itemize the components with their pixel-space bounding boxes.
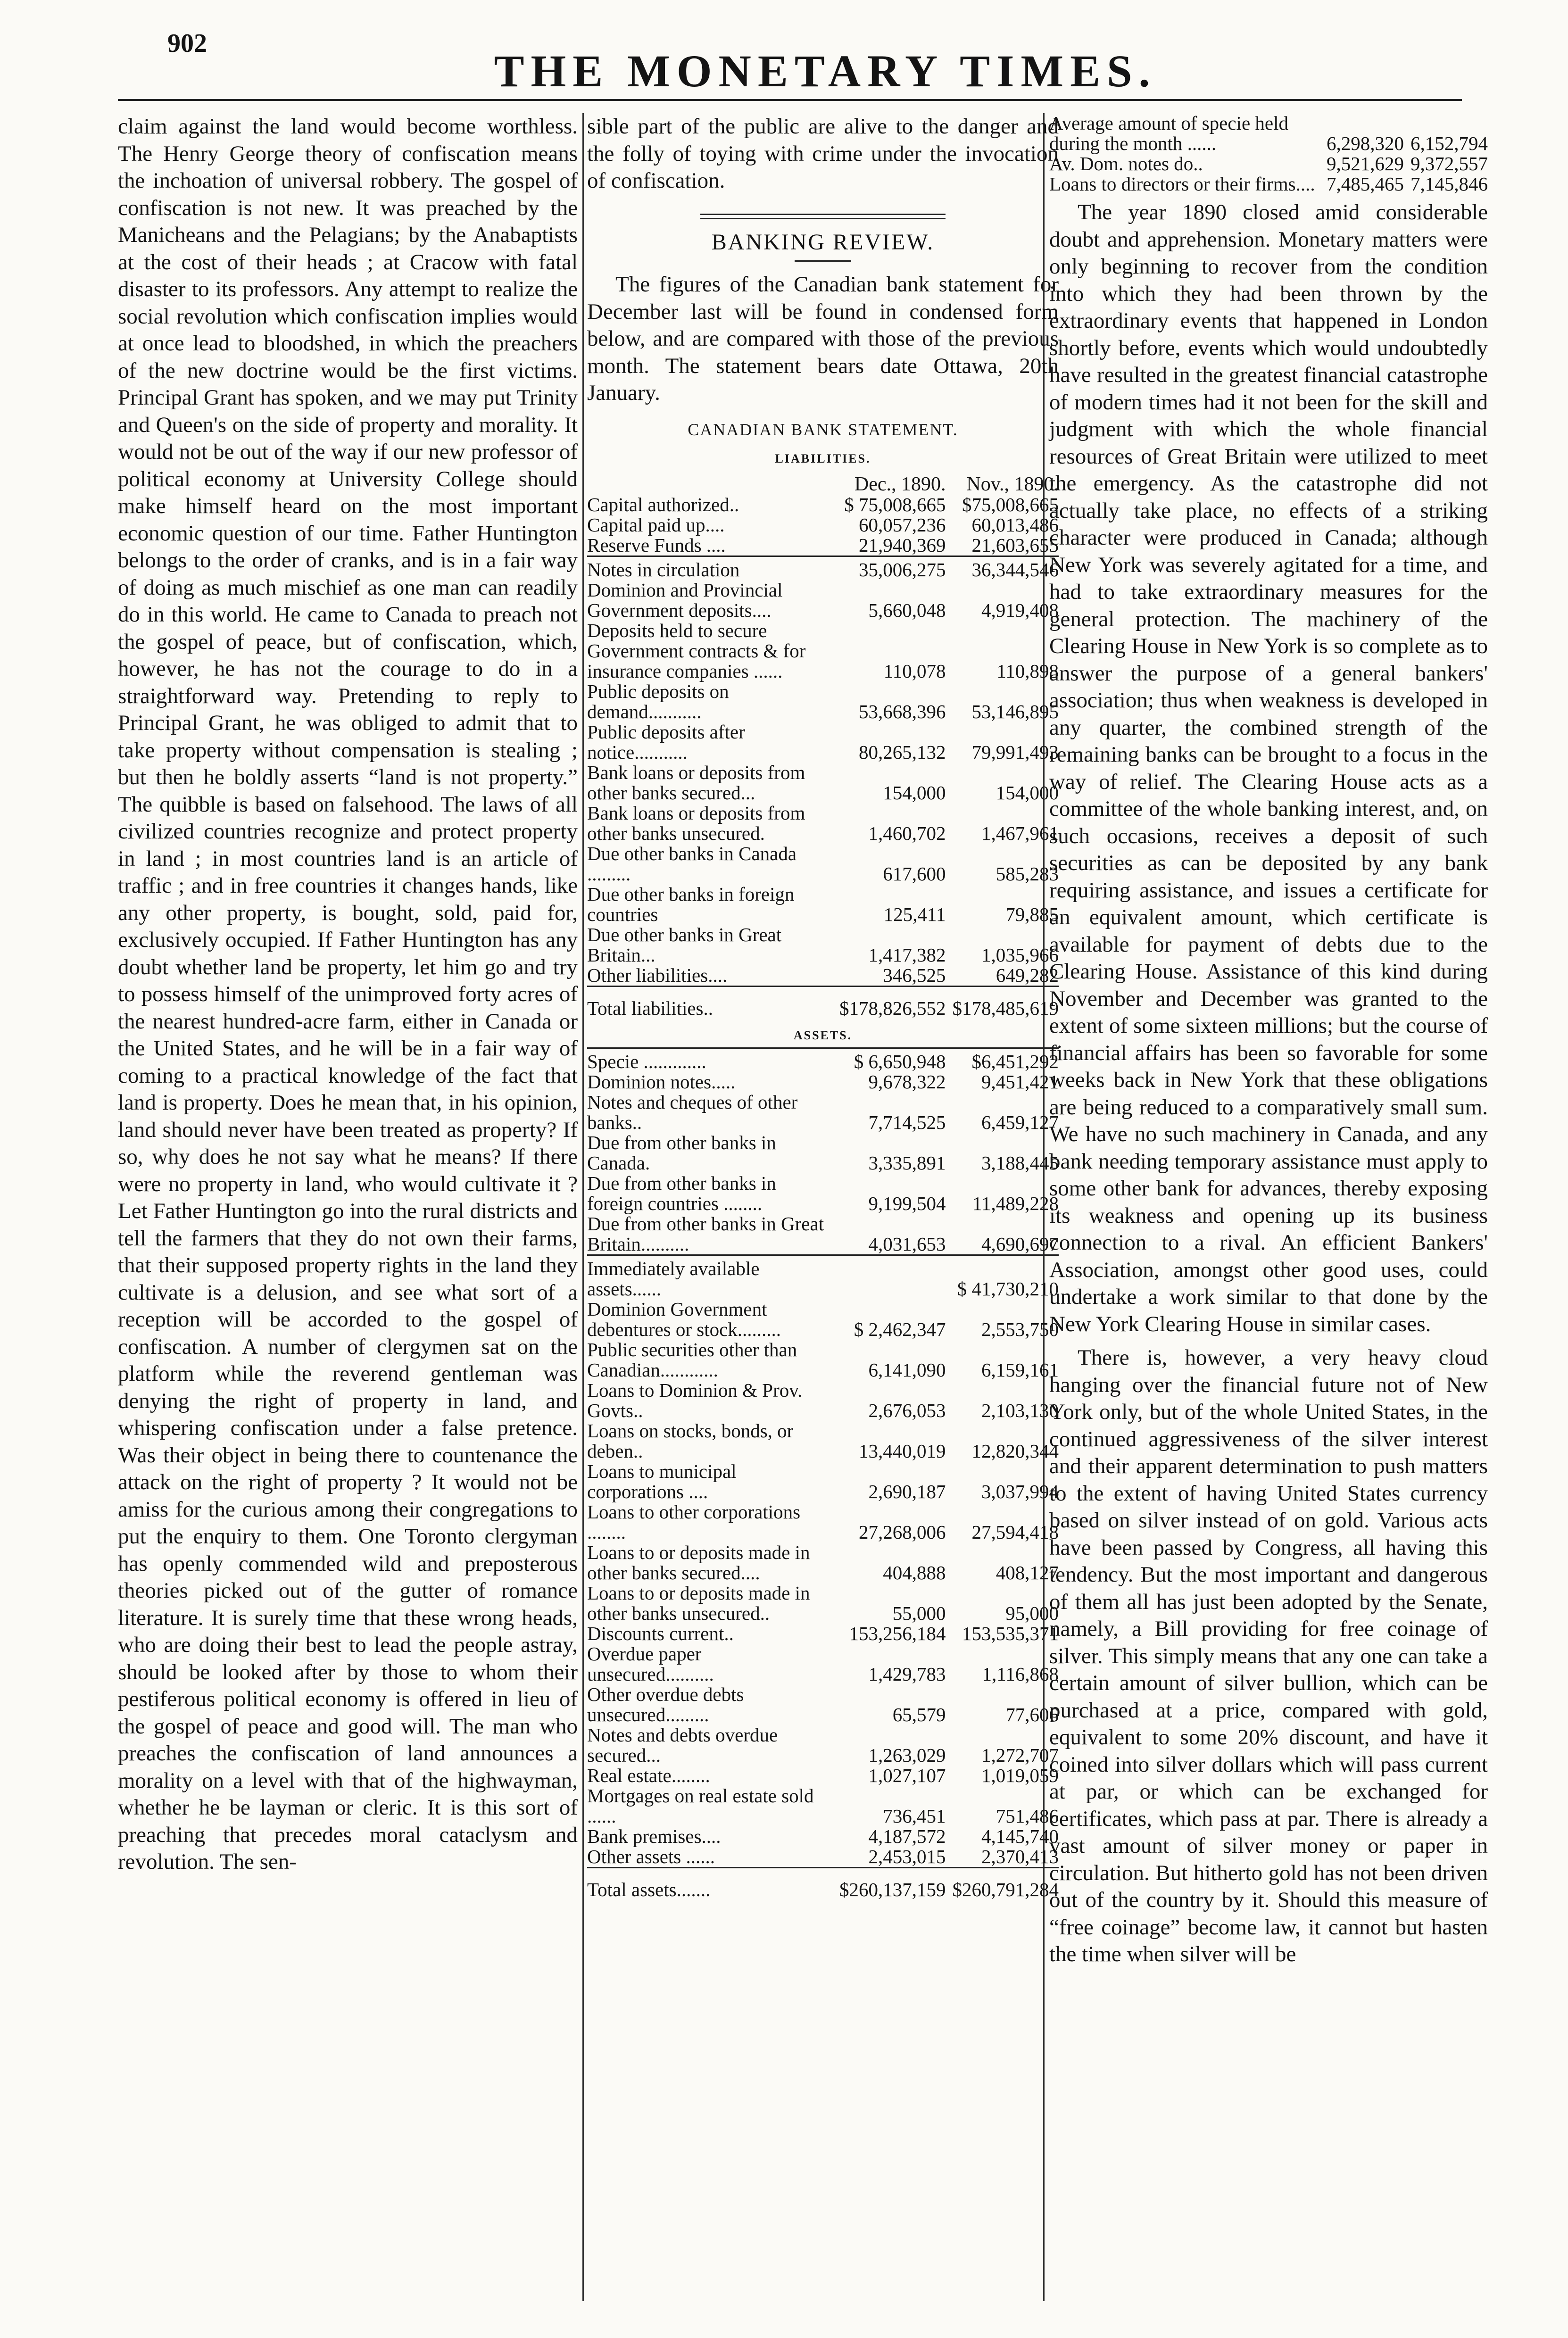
value-nov-1890: 1,116,868 <box>982 1663 1059 1685</box>
value-dec-1890: 2,676,053 <box>868 1399 946 1421</box>
value-nov-1890: 2,553,750 <box>981 1318 1059 1340</box>
total-assets-row: Total assets....... $260,137,159 $260,791,284 <box>587 1867 1059 1905</box>
row-label: Loans to Dominion & Prov. Govts.. <box>587 1379 803 1421</box>
row-label: Notes and cheques of other banks.. <box>587 1091 798 1133</box>
value-dec-1890: 1,460,702 <box>868 822 946 844</box>
row-label: Loans to municipal corporations .... <box>587 1460 737 1502</box>
liability-row <box>587 884 1059 925</box>
value-nov-1890: 6,459,127 <box>981 1111 1059 1133</box>
asset-row <box>587 1214 1059 1255</box>
value-dec-1890: 7,485,465 <box>1327 173 1404 195</box>
value-dec-1890: $ 2,462,347 <box>854 1318 946 1340</box>
value-dec-1890: 153,256,184 <box>849 1622 946 1644</box>
value-nov-1890: 9,451,421 <box>981 1070 1059 1093</box>
value-nov-1890: 79,991,493 <box>971 741 1059 763</box>
value-nov-1890: 1,467,961 <box>981 822 1059 844</box>
liability-row <box>587 925 1059 965</box>
value-dec-1890: 4,187,572 <box>868 1825 946 1847</box>
value-dec-1890: 65,579 <box>892 1703 946 1725</box>
value-dec-1890: 6,141,090 <box>868 1359 946 1381</box>
value-nov-1890: 649,282 <box>996 964 1059 986</box>
value-nov-1890: 12,820,344 <box>971 1440 1059 1462</box>
liability-row <box>587 580 1059 621</box>
row-label: Overdue paper unsecured.......... <box>587 1642 714 1685</box>
value-dec-1890: 35,006,275 <box>833 556 946 580</box>
row-label: Discounts current.. <box>587 1622 734 1644</box>
table-header-row <box>587 474 1059 495</box>
value-nov-1890: 4,145,740 <box>981 1825 1059 1847</box>
liabilities-label: LIABILITIES. <box>775 452 871 465</box>
value-nov-1890: 9,372,557 <box>1410 153 1488 174</box>
asset-row <box>587 1502 1059 1542</box>
value-nov-1890: 36,344,546 <box>946 556 1059 580</box>
liability-row <box>587 722 1059 763</box>
value-nov-1890: 60,013,486 <box>971 514 1059 536</box>
assets-label: ASSETS. <box>793 1028 853 1042</box>
row-label: Deposits held to secure Government contracts & for insurance companies ...... <box>587 619 806 682</box>
banking-review-intro: The figures of the Canadian bank statement for December last will be found in condensed form below, and are compared with those of the previous month. The statement bears date Ottawa, 20th January. <box>587 272 1059 405</box>
asset-row <box>587 1421 1059 1461</box>
row-label: Public deposits after notice........... <box>587 721 745 763</box>
value-nov-1890: 53,146,895 <box>971 700 1059 722</box>
value-nov-1890: 77,606 <box>1005 1703 1059 1725</box>
value-nov-1890: 3,037,994 <box>981 1480 1059 1502</box>
value-nov-1890: 27,594,418 <box>971 1521 1059 1543</box>
value-nov-1890: 2,370,413 <box>981 1845 1059 1867</box>
asset-row <box>587 1299 1059 1340</box>
column-left <box>118 113 578 1876</box>
specie-table <box>1049 113 1488 194</box>
value-dec-1890: 1,027,107 <box>868 1764 946 1786</box>
value-dec-1890: $ 6,650,948 <box>833 1048 946 1072</box>
value-dec-1890: 4,031,653 <box>868 1233 946 1255</box>
value-nov-1890: 3,188,445 <box>981 1152 1059 1174</box>
assets-label-row <box>587 1023 1059 1048</box>
value-dec-1890: 7,714,525 <box>868 1111 946 1133</box>
immediate-assets-row: Immediately available assets...... $ 41,730,210 <box>587 1255 1059 1299</box>
asset-row <box>587 1725 1059 1766</box>
row-label: Reserve Funds .... <box>587 534 726 556</box>
asset-row <box>587 1847 1059 1868</box>
row-label: Dominion notes..... <box>587 1070 736 1093</box>
value-dec-1890: 1,263,029 <box>868 1744 946 1766</box>
masthead-title: THE MONETARY TIMES. <box>494 46 1157 96</box>
column-right <box>1049 113 1488 1968</box>
value-dec-1890: 55,000 <box>892 1602 946 1624</box>
value-nov-1890: 153,535,371 <box>962 1622 1059 1644</box>
row-label: Notes in circulation <box>587 556 833 580</box>
value-nov-1890: 1,272,707 <box>981 1744 1059 1766</box>
specie-row <box>1049 154 1488 174</box>
row-label: Capital paid up.... <box>587 514 725 536</box>
row-label: Bank loans or deposits from other banks unsecured. <box>587 802 805 844</box>
value-nov-1890: 11,489,228 <box>972 1192 1059 1214</box>
value-dec-1890: 9,199,504 <box>868 1192 946 1214</box>
value-dec-1890: 6,298,320 <box>1327 133 1404 154</box>
liability-row <box>587 556 1059 580</box>
row-label: Due other banks in Great Britain... <box>587 923 782 966</box>
capital-row <box>587 515 1059 535</box>
col-header-nov: Nov., 1890. <box>966 473 1059 495</box>
row-label: Loans to other corporations ........ <box>587 1501 801 1543</box>
banking-commentary-2: There is, however, a very heavy cloud hanging over the financial future not of New York only, but of the whole United States, in the continued aggressiveness of the silver interest and their apparent determination to push matters to the extent of having United States currency based on silver instead of on gold. Various acts have been passed by Congress, all having this tendency. But the most important and dangerous of them all has just been adopted by the Senate, namely, a Bill providing for free coinage of silver. This simply means that any one can take a certain amount of silver bullion, which can be purchased at a price, compared with gold, equivalent to some 20% discount, and have it coined into silver dollars which will pass current at par, or which can be exchanged for certificates, which pass at par. There is already a vast amount of silver money or paper in circulation. But hitherto gold has not been driven out of the country by it. Should this measure of “free coinage” become law, it cannot but hasten the time when silver will be <box>1049 1345 1488 1966</box>
article-text-continuation: sible part of the public are alive to the danger and the folly of toying with crime under the invocation of confiscation. <box>587 114 1059 193</box>
value-dec-1890: $ 75,008,665 <box>844 493 946 515</box>
total-liabilities-row: Total liabilities.. $178,826,552 $178,485,619 <box>587 986 1059 1023</box>
col-header-dec: Dec., 1890. <box>854 473 946 495</box>
value-dec-1890: 1,417,382 <box>868 944 946 966</box>
value-dec-1890: 27,268,006 <box>859 1521 946 1543</box>
value-dec-1890: 13,440,019 <box>859 1440 946 1462</box>
value-nov-1890: 6,152,794 <box>1410 133 1488 154</box>
asset-row <box>587 1072 1059 1092</box>
row-label: Loans to or deposits made in other banks secured.... <box>587 1541 810 1584</box>
asset-row <box>587 1380 1059 1421</box>
row-label: Due other banks in Canada ......... <box>587 842 797 885</box>
row-label: Loans to directors or their firms.... <box>1049 173 1315 195</box>
value-nov-1890: 751,486 <box>996 1805 1059 1827</box>
asset-row <box>587 1092 1059 1133</box>
row-label: Public securities other than Canadian............ <box>587 1338 797 1381</box>
asset-row <box>587 1340 1059 1380</box>
liability-row <box>587 621 1059 681</box>
row-label: Capital authorized.. <box>587 493 739 515</box>
asset-row <box>587 1644 1059 1684</box>
liability-row <box>587 844 1059 884</box>
column-divider-1 <box>582 113 584 2301</box>
row-label: Due other banks in foreign countries <box>587 883 795 925</box>
value-dec-1890: 125,411 <box>883 903 946 925</box>
capital-row <box>587 535 1059 556</box>
value-nov-1890: 1,019,059 <box>981 1764 1059 1786</box>
row-label: Other liabilities.... <box>587 964 728 986</box>
statement-title: CANADIAN BANK STATEMENT. <box>688 420 958 439</box>
value-dec-1890: 346,525 <box>883 964 946 986</box>
liability-row <box>587 803 1059 844</box>
row-label: Due from other banks in foreign countries ........ <box>587 1172 776 1214</box>
value-nov-1890: 154,000 <box>996 781 1059 804</box>
section-double-rule <box>700 214 946 219</box>
row-label: Specie ............. <box>587 1048 833 1072</box>
article-text-confiscation: claim against the land would become worthless. The Henry George theory of confiscation means the inchoation of universal robbery. The gospel of confiscation is not new. It was preached by the Manicheans and the Pelagians; by the Anabaptists at the cost of their heads ; at Cracow with fatal disaster to its professors. Any attempt to realize the social revolution which confiscation implies would at once lead to bloodshed, in which the preachers of the new doctrine would be the first victims. Principal Grant has spoken, and we may put Trinity and Queen's on the side of property and morality. It would not be out of the way if our new professor of political economy at University College should make himself heard on the most important economic question of our time. Father Huntington belongs to the order of cranks, and is in a fair way of doing as much mischief as one man can readily do in this world. He came to Canada to preach not the gospel of peace, but of confiscation, which, however, he has not the courage to do in a straightforward way. Pretending to reply to Principal Grant, he was obliged to admit that to take property without compensation is stealing ; but then he boldly asserts “land is not property.” The quibble is based on falsehood. The laws of all civilized countries recognize and protect property in land ; in most countries land is an article of traffic ; and in free countries it changes hands, like any other property, is bought, sold, paid for, exclusively occupied. If Father Huntington has any doubt whether land be property, let him go and try to possess himself of the unimproved forty acres of the nearest hundred-acre farm, either in Canada or the United States, and he will be in a fair way of coming to a practical knowledge of the fact that land is property. Does he mean that, in his opinion, land should never have been treated as property? If so, why does he not say what he means? If there were no property in land, who would cultivate it ? Let Father Huntington go into the rural districts and tell the farmers that they do not own their farms, that their supposed property rights in the land they cultivate is a delusion, and see what sort of a reception will be accorded to the gospel of confiscation. A number of clergymen sat on the platform while the reverend gentleman was denying the right of property in land, and whispering confiscation under a false pretence. Was their object in being there to countenance the attack on the right of property ? It would not be amiss for the curious among their congregations to put the enquiry to them. One Toronto clergyman has openly commended wild and preposterous theories picked out of the gutter of romance literature. It is surely time that these wrong heads, who are doing their best to lead the people astray, should be looked after by those to whom their pestiferous political economy is offered in lieu of the gospel of peace and good will. The man who preaches the confiscation of land announces a morality on a level with that of the highwayman, whether he be layman or cleric. It is this sort of preaching that precedes moral cataclysm and revolution. The sen- <box>118 114 578 1874</box>
row-label: Due from other banks in Great Britain.......... <box>587 1212 824 1255</box>
asset-row <box>587 1624 1059 1644</box>
asset-row <box>587 1461 1059 1502</box>
asset-row <box>587 1583 1059 1624</box>
value-dec-1890: 53,668,396 <box>859 700 946 722</box>
asset-row <box>587 1786 1059 1826</box>
row-label: Other overdue debts unsecured......... <box>587 1683 744 1725</box>
banking-commentary-1: The year 1890 closed amid considerable doubt and apprehension. Monetary matters were only beginning to recover from the condition into which they had been thrown by the extraordinary events that happened in London shortly before, events which would undoubtedly have resulted in the greatest financial catastrophe of modern times had it not been for the skill and judgment with which the whole financial resources of Great Britain were utilized to meet the emergency. As the catastrophe did not actually take place, no effects of a striking character were produced in Canada; although New York was severely agitated for a time, and had to take extraordinary measures for the general protection. The machinery of the Clearing House in New York is so complete as to answer the purpose of a general bankers' association; thus when weakness is developed in any quarter, the combined strength of the remaining banks can be brought to a focus in the way of relief. The Clearing House acts as a committee of the whole banking interest, and, on such occasions, receives a deposit of such securities as can be deposited by any bank requiring assistance, and issues a certificate for an equivalent amount, which certificate is available for payment of debts due to the Clearing House. Assistance of this kind during November and December was granted to the extent of some sixteen millions; but the course of financial affairs has been so favorable for some weeks back in New York that these obligations are being reduced to a comparatively small sum. We have no such machinery in Canada, and any bank needing temporary assistance must apply to some other bank for advances, thereby exposing its weakness and opening up its business connection to a rival. An efficient Bankers' Association, amongst other good uses, could undertake a work similar to that done by the New York Clearing House in similar cases. <box>1049 200 1488 1336</box>
row-label: Loans to or deposits made in other banks unsecured.. <box>587 1582 810 1624</box>
value-nov-1890: 585,283 <box>996 862 1059 885</box>
value-dec-1890: 60,057,236 <box>859 514 946 536</box>
value-dec-1890: 9,521,629 <box>1327 153 1404 174</box>
asset-row <box>587 1173 1059 1214</box>
row-label: Av. Dom. notes do.. <box>1049 153 1203 174</box>
value-nov-1890: 79,885 <box>1005 903 1059 925</box>
row-label: Mortgages on real estate sold ...... <box>587 1784 814 1827</box>
specie-row <box>1049 113 1488 154</box>
value-nov-1890: $75,008,665 <box>962 493 1059 515</box>
value-nov-1890: 110,898 <box>996 660 1059 682</box>
value-dec-1890: 9,678,322 <box>868 1070 946 1093</box>
value-dec-1890: 2,690,187 <box>868 1480 946 1502</box>
asset-row <box>587 1684 1059 1725</box>
asset-row <box>587 1542 1059 1583</box>
row-label: Bank premises.... <box>587 1825 721 1847</box>
value-nov-1890: 6,159,161 <box>981 1359 1059 1381</box>
value-dec-1890: 21,940,369 <box>859 534 946 556</box>
value-nov-1890: 4,690,697 <box>981 1233 1059 1255</box>
value-dec-1890: 110,078 <box>883 660 946 682</box>
value-dec-1890: 736,451 <box>883 1805 946 1827</box>
asset-row <box>587 1048 1059 1072</box>
liability-row <box>587 965 1059 987</box>
value-nov-1890: $6,451,292 <box>946 1048 1059 1072</box>
value-dec-1890: 5,660,048 <box>868 599 946 621</box>
value-nov-1890: 21,603,655 <box>971 534 1059 556</box>
section-heading: BANKING REVIEW. <box>711 229 935 255</box>
specie-row <box>1049 174 1488 194</box>
value-dec-1890: 80,265,132 <box>859 741 946 763</box>
column-middle <box>587 113 1059 1905</box>
masthead-rule <box>118 99 1462 101</box>
row-label: Dominion and Provincial Government deposits.... <box>587 579 783 621</box>
row-label: Dominion Government debentures or stock......... <box>587 1298 781 1340</box>
row-label: Notes and debts overdue secured... <box>587 1724 778 1766</box>
value-nov-1890: 2,103,130 <box>981 1399 1059 1421</box>
row-label: Other assets ...... <box>587 1845 715 1867</box>
value-nov-1890: 95,000 <box>1005 1602 1059 1624</box>
liability-row <box>587 681 1059 722</box>
heading-rule <box>795 260 851 262</box>
row-label: Bank loans or deposits from other banks secured... <box>587 761 805 804</box>
row-label: Due from other banks in Canada. <box>587 1131 776 1174</box>
value-nov-1890: 7,145,846 <box>1410 173 1488 195</box>
row-label: Real estate........ <box>587 1764 710 1786</box>
row-label: Loans on stocks, bonds, or deben.. <box>587 1419 794 1462</box>
asset-row <box>587 1133 1059 1173</box>
value-nov-1890: 4,919,408 <box>981 599 1059 621</box>
value-nov-1890: 408,127 <box>996 1561 1059 1584</box>
row-label: Average amount of specie held during the month ...... <box>1049 112 1288 154</box>
page-number: 902 <box>167 29 207 58</box>
liability-row <box>587 763 1059 803</box>
value-dec-1890: 154,000 <box>883 781 946 804</box>
value-dec-1890: 2,453,015 <box>868 1845 946 1867</box>
asset-row <box>587 1826 1059 1847</box>
row-label: Public deposits on demand........... <box>587 680 729 722</box>
value-dec-1890: 404,888 <box>883 1561 946 1584</box>
value-dec-1890: 3,335,891 <box>868 1152 946 1174</box>
value-dec-1890: 1,429,783 <box>868 1663 946 1685</box>
capital-row <box>587 495 1059 515</box>
bank-statement-table <box>587 474 1059 1905</box>
value-nov-1890: 1,035,966 <box>981 944 1059 966</box>
value-dec-1890: 617,600 <box>883 862 946 885</box>
asset-row <box>587 1766 1059 1786</box>
